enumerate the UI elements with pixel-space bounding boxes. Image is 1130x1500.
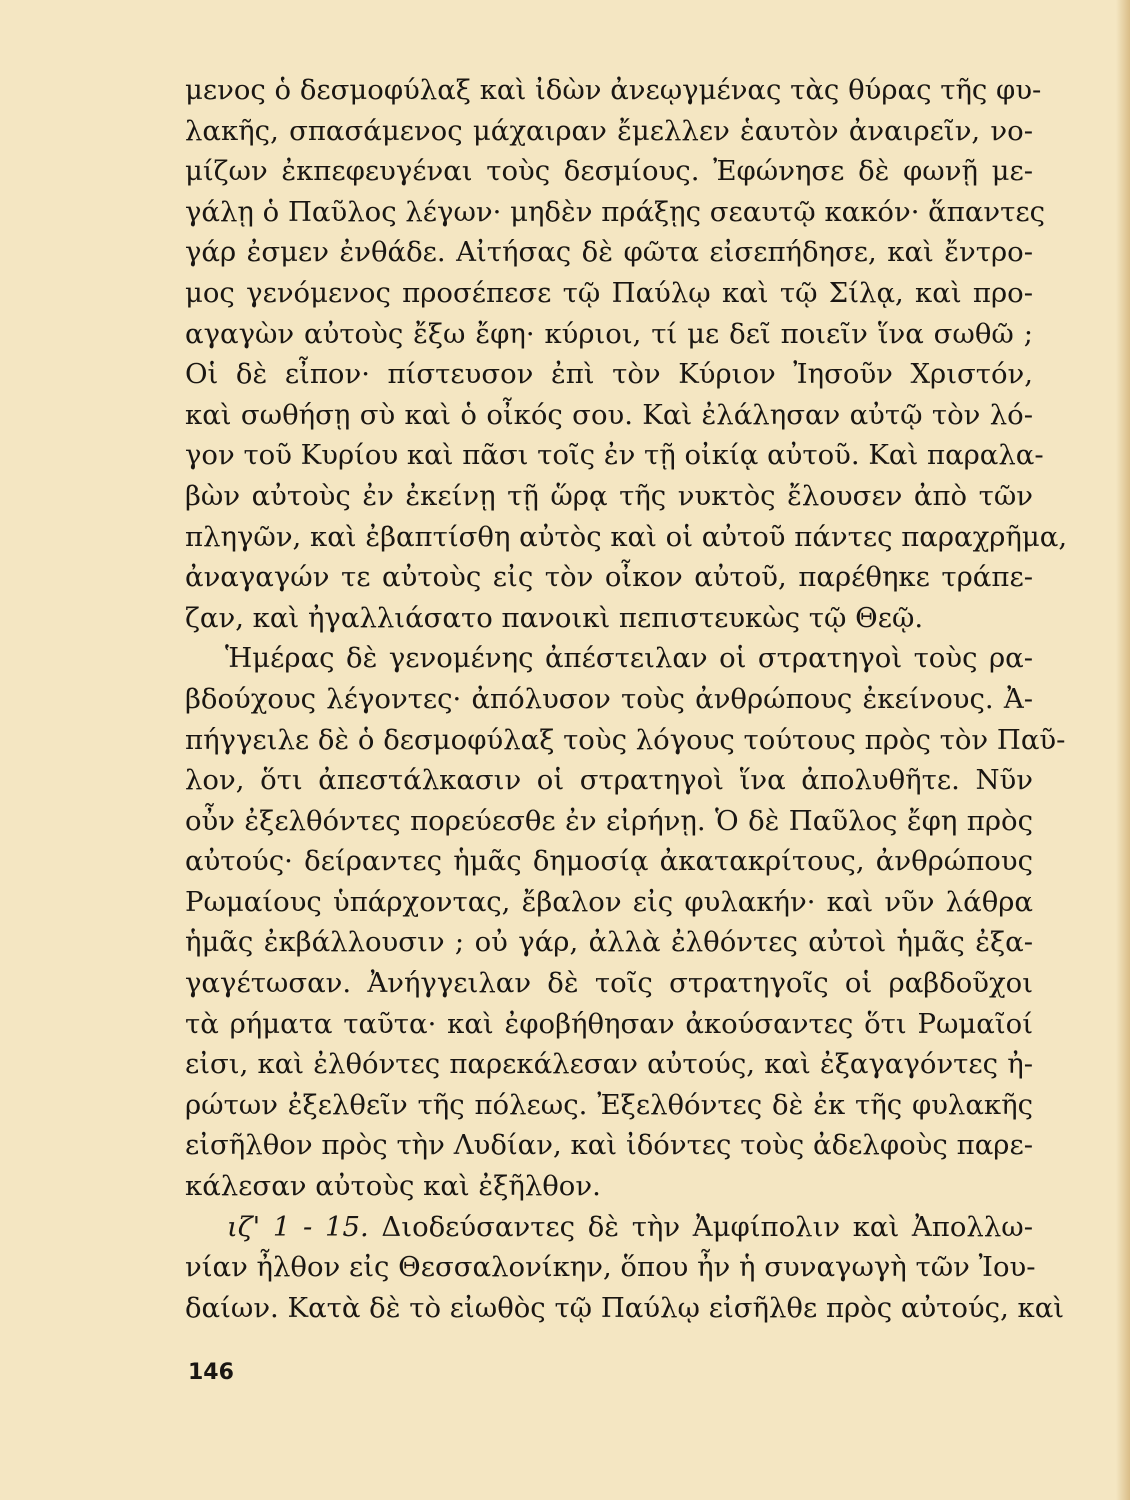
text-line: γάρ ἐσμεν ἐνθάδε. Αἰτήσας δὲ φῶτα εἰσεπήδησε, καὶ ἔντρο-: [185, 236, 1033, 269]
text-line: Οἱ δὲ εἶπον· πίστευσον ἐπὶ τὸν Κύριον Ἰησοῦν Χριστόν,: [185, 358, 1033, 391]
paragraph-start-line: Ἡμέρας δὲ γενομένης ἀπέστειλαν οἱ στρατηγοὶ τοὺς ρα-: [225, 642, 1033, 675]
section-start-line: [185, 1207, 1033, 1248]
text-line: μος γενόμενος προσέπεσε τῷ Παύλῳ καὶ τῷ Σίλᾳ, καὶ προ-: [185, 276, 1033, 309]
text-line: νίαν ἦλθον εἰς Θεσσαλονίκην, ὅπου ἦν ἡ συναγωγὴ τῶν Ἰου-: [185, 1251, 1036, 1284]
paragraph-end-line: κάλεσαν αὐτοὺς καὶ ἐξῆλθον.: [185, 1170, 601, 1203]
text-line: γάλῃ ὁ Παῦλος λέγων· μηδὲν πράξῃς σεαυτῷ κακόν· ἅπαντες: [185, 195, 1045, 228]
text-line: μενος ὁ δεσμοφύλαξ καὶ ἰδὼν ἀνεῳγμένας τὰς θύρας τῆς φυ-: [185, 74, 1042, 106]
text-line: γον τοῦ Κυρίου καὶ πᾶσι τοῖς ἐν τῇ οἰκίᾳ αὐτοῦ. Καὶ παραλα-: [185, 439, 1044, 472]
text-line: δαίων. Κατὰ δὲ τὸ εἰωθὸς τῷ Παύλῳ εἰσῆλθε πρὸς αὐτούς, καὶ: [185, 1291, 1065, 1324]
text-line: Ρωμαίους ὑπάρχοντας, ἔβαλον εἰς φυλακήν· καὶ νῦν λάθρα: [185, 885, 1033, 918]
text-line: βδούχους λέγοντες· ἀπόλυσον τοὺς ἀνθρώπους ἐκείνους. Ἀ-: [185, 682, 1033, 715]
text-line: πήγγειλε δὲ ὁ δεσμοφύλαξ τοὺς λόγους τούτους πρὸς τὸν Παῦ-: [185, 723, 1066, 756]
text-line: πληγῶν, καὶ ἐβαπτίσθη αὐτὸς καὶ οἱ αὐτοῦ πάντες παραχρῆμα,: [185, 520, 1068, 553]
text-line: οὖν ἐξελθόντες πορεύεσθε ἐν εἰρήνῃ. Ὁ δὲ Παῦλος ἔφη πρὸς: [185, 804, 1033, 837]
text-line: ἡμᾶς ἐκβάλλουσιν ; οὐ γάρ, ἀλλὰ ἐλθόντες αὐτοὶ ἡμᾶς ἐξα-: [185, 926, 1033, 959]
text-line: μίζων ἐκπεφευγέναι τοὺς δεσμίους. Ἐφώνησε δὲ φωνῇ με-: [185, 155, 1033, 188]
text-line: τὰ ρήματα ταῦτα· καὶ ἐφοβήθησαν ἀκούσαντες ὅτι Ρωμαῖοί: [185, 1007, 1033, 1040]
text-line: ρώτων ἐξελθεῖν τῆς πόλεως. Ἐξελθόντες δὲ ἐκ τῆς φυλακῆς: [185, 1088, 1033, 1121]
text-line: γαγέτωσαν. Ἀνήγγειλαν δὲ τοῖς στρατηγοῖς οἱ ραβδοῦχοι: [185, 967, 1033, 1000]
text-line: εἰσι, καὶ ἐλθόντες παρεκάλεσαν αὐτούς, καὶ ἐξαγαγόντες ἠ-: [185, 1048, 1033, 1081]
text-line: λακῆς, σπασάμενος μάχαιραν ἔμελλεν ἑαυτὸν ἀναιρεῖν, νο-: [185, 114, 1033, 147]
text-line: λον, ὅτι ἀπεστάλκασιν οἱ στρατηγοὶ ἵνα ἀπολυθῆτε. Νῦν: [185, 764, 1033, 797]
page-edge-shadow: [1116, 0, 1130, 1500]
section-first-line-text: Διοδεύσαντες δὲ τὴν Ἀμφίπολιν καὶ Ἀπολλω-: [381, 1210, 1033, 1243]
page-number: 146: [188, 1360, 234, 1385]
chapter-verse-reference: ιζ' 1 - 15.: [227, 1210, 369, 1243]
text-line: εἰσῆλθον πρὸς τὴν Λυδίαν, καὶ ἰδόντες τοὺς ἀδελφοὺς παρε-: [185, 1129, 1033, 1162]
text-line: αγαγὼν αὐτοὺς ἔξω ἔφη· κύριοι, τί με δεῖ ποιεῖν ἵνα σωθῶ ;: [185, 317, 1033, 350]
paragraph-end-line: ζαν, καὶ ἠγαλλιάσατο πανοικὶ πεπιστευκὼς τῷ Θεῷ.: [185, 601, 924, 634]
text-line: βὼν αὐτοὺς ἐν ἐκείνῃ τῇ ὥρᾳ τῆς νυκτὸς ἔλουσεν ἀπὸ τῶν: [185, 479, 1033, 512]
body-text: [185, 70, 1068, 1328]
text-line: ἀναγαγών τε αὐτοὺς εἰς τὸν οἶκον αὐτοῦ, παρέθηκε τράπε-: [185, 561, 1033, 594]
text-line: καὶ σωθήσῃ σὺ καὶ ὁ οἶκός σου. Καὶ ἐλάλησαν αὐτῷ τὸν λό-: [185, 398, 1033, 431]
text-line: αὐτούς· δείραντες ἡμᾶς δημοσίᾳ ἀκατακρίτους, ἀνθρώπους: [185, 845, 1033, 878]
